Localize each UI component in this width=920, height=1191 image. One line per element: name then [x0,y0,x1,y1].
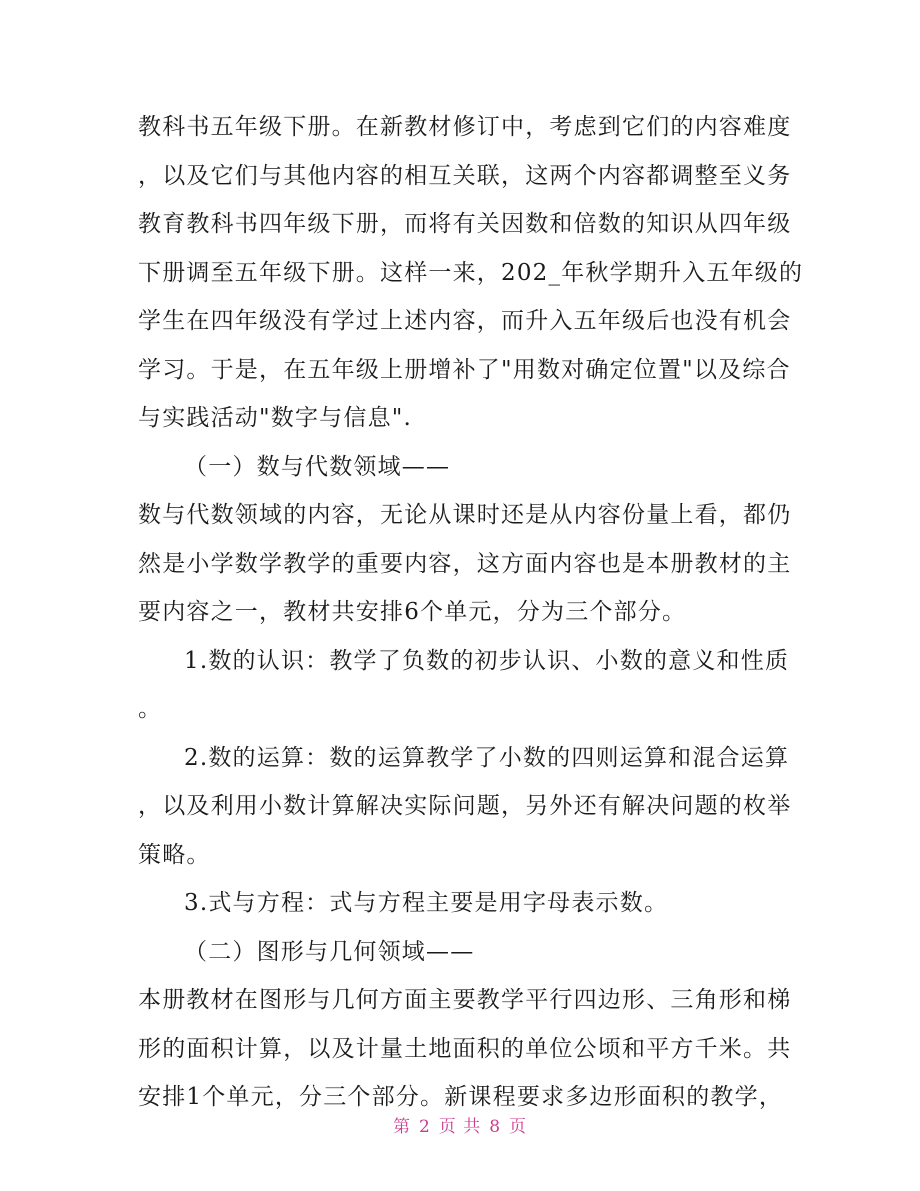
section-heading-algebra: （一）数与代数领域—— [184,453,451,480]
footer-suffix: 页 [509,1117,528,1137]
document-body [138,103,804,1122]
text-line: 教科书五年级下册。在新教材修订中，考虑到它们的内容难度 [138,114,792,140]
footer-total-pages: 8 [489,1117,502,1137]
text-line: 教育教科书四年级下册，而将有关因数和倍数的知识从四年级 [138,211,792,237]
text-line: 与实践活动"数字与信息". [138,405,413,431]
section-heading-geometry: （二）图形与几何领域—— [184,938,475,965]
text-line: 安排1个单元，分三个部分。新课程要求多边形面积的教学， [138,1084,784,1110]
text-line: 。 [138,696,163,722]
list-item-equations: 3.式与方程：式与方程主要是用字母表示数。 [184,890,669,916]
text-line: 然是小学数学教学的重要内容，这方面内容也是本册教材的主 [138,550,792,577]
text-line: 形的面积计算，以及计量土地面积的单位公顷和平方千米。共 [138,1035,792,1062]
text-line: 数与代数领域的内容，无论从课时还是从内容份量上看，都仍 [138,502,792,528]
text-line: 策略。 [138,841,211,868]
text-line: 要内容之一，教材共安排6个单元，分为三个部分。 [138,599,687,625]
text-line: 学习。于是，在五年级上册增补了"用数对确定位置"以及综合 [138,356,791,383]
footer-current-page: 2 [418,1117,431,1137]
list-item-number-operations: 2.数的运算：数的运算教学了小数的四则运算和混合运算 [184,744,790,771]
text-line: ，以及利用小数计算解决实际问题，另外还有解决问题的枚举 [138,793,792,819]
text-line: ，以及它们与其他内容的相互关联，这两个内容都调整至义务 [138,162,792,189]
footer-mid: 页 共 [438,1117,482,1137]
page-footer [0,1112,920,1137]
text-line: 学生在四年级没有学过上述内容，而升入五年级后也没有机会 [138,308,792,334]
text-line: 本册教材在图形与几何方面主要教学平行四边形、三角形和梯 [138,987,792,1013]
footer-prefix: 第 [392,1117,411,1137]
text-line: 下册调至五年级下册。这样一来，202_年秋学期升入五年级的 [138,259,804,286]
list-item-number-recognition: 1.数的认识：教学了负数的初步认识、小数的意义和性质 [184,647,790,674]
